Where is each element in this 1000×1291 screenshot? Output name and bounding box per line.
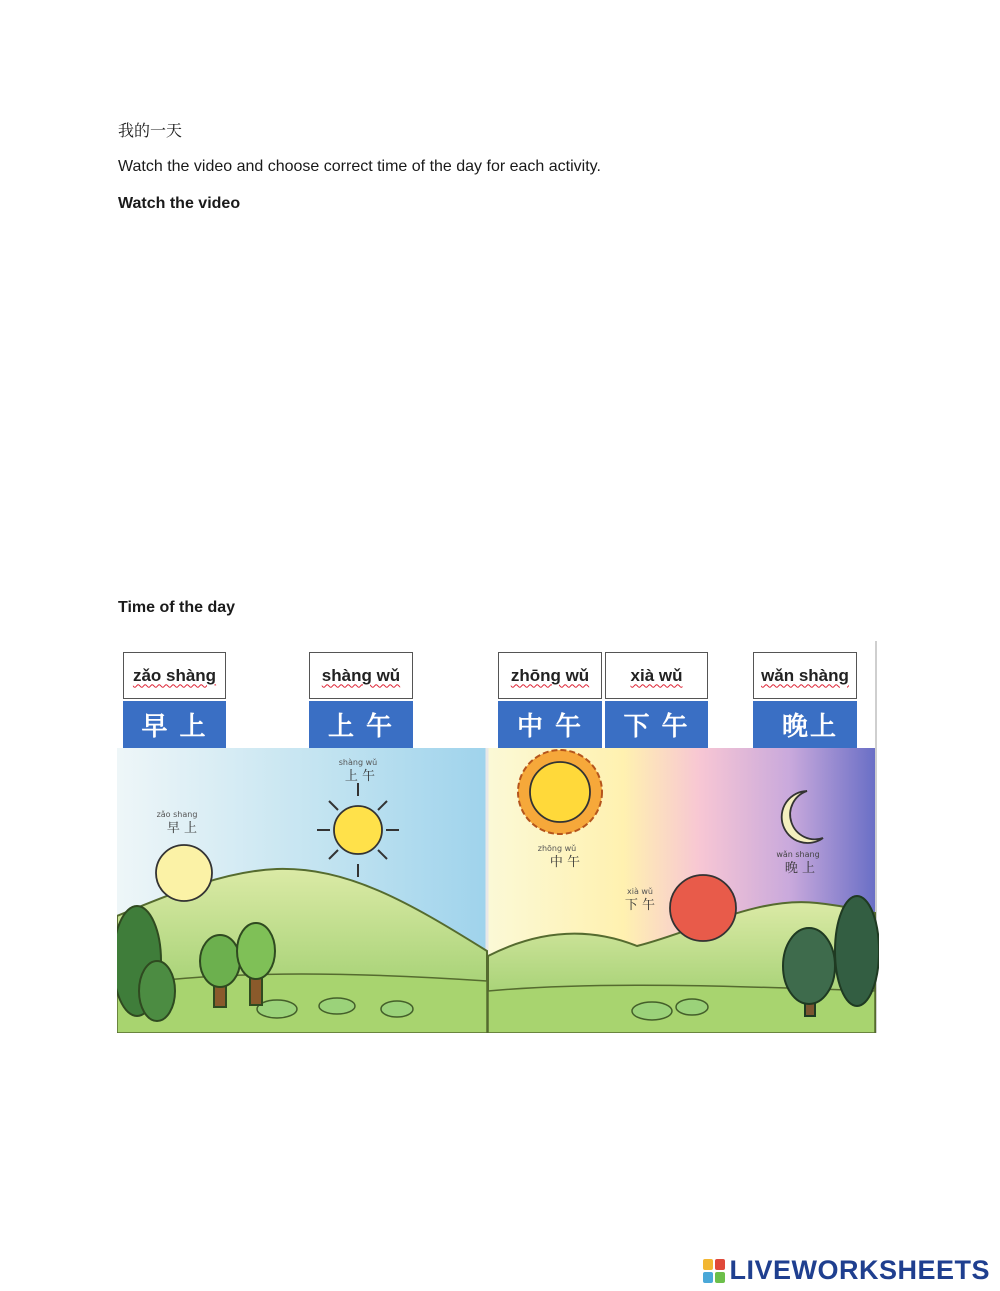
hanzi-label-shangwu[interactable]: 上午 xyxy=(309,701,413,748)
scene-hanzi-late-morning: 上 午 xyxy=(344,769,376,784)
scene-hanzi-morning: 早 上 xyxy=(166,821,198,836)
scene-pinyin-noon: zhōng wǔ xyxy=(537,844,577,853)
scene-hanzi-afternoon: 下 午 xyxy=(624,898,656,913)
hanzi-label-zaoshang[interactable]: 早上 xyxy=(123,701,226,748)
scene-pinyin-late-morning: shàng wǔ xyxy=(338,758,378,767)
pinyin-label-shangwu: shàng wǔ xyxy=(309,652,413,699)
pinyin-label-zaoshang: zǎo shàng xyxy=(123,652,226,699)
scene-hanzi-evening: 晚 上 xyxy=(784,861,816,876)
brand-name: LIVEWORKSHEETS xyxy=(729,1255,990,1285)
section-heading-video: Watch the video xyxy=(118,195,241,212)
liveworksheets-logo-icon xyxy=(703,1259,725,1283)
section-heading-time: Time of the day xyxy=(118,599,236,616)
pinyin-label-wanshang: wǎn shàng xyxy=(753,652,857,699)
hanzi-label-xiawu[interactable]: 下午 xyxy=(605,701,708,748)
time-of-day-illustration xyxy=(117,641,879,1033)
pinyin-label-xiawu: xià wǔ xyxy=(605,652,708,699)
liveworksheets-logo xyxy=(703,1255,990,1286)
scene-hanzi-noon: 中 午 xyxy=(549,855,581,870)
scene-pinyin-afternoon: xià wǔ xyxy=(626,887,654,896)
scene-pinyin-evening: wǎn shang xyxy=(776,850,820,859)
hanzi-label-wanshang[interactable]: 晚上 xyxy=(753,701,857,748)
page-title: 我的一天 xyxy=(118,121,183,140)
scene-pinyin-morning: zǎo shang xyxy=(156,810,198,819)
pinyin-label-zhongwu: zhōng wǔ xyxy=(498,652,602,699)
instructions: Watch the video and choose correct time of the day for each activity. xyxy=(118,158,601,175)
hanzi-label-zhongwu[interactable]: 中午 xyxy=(498,701,602,748)
